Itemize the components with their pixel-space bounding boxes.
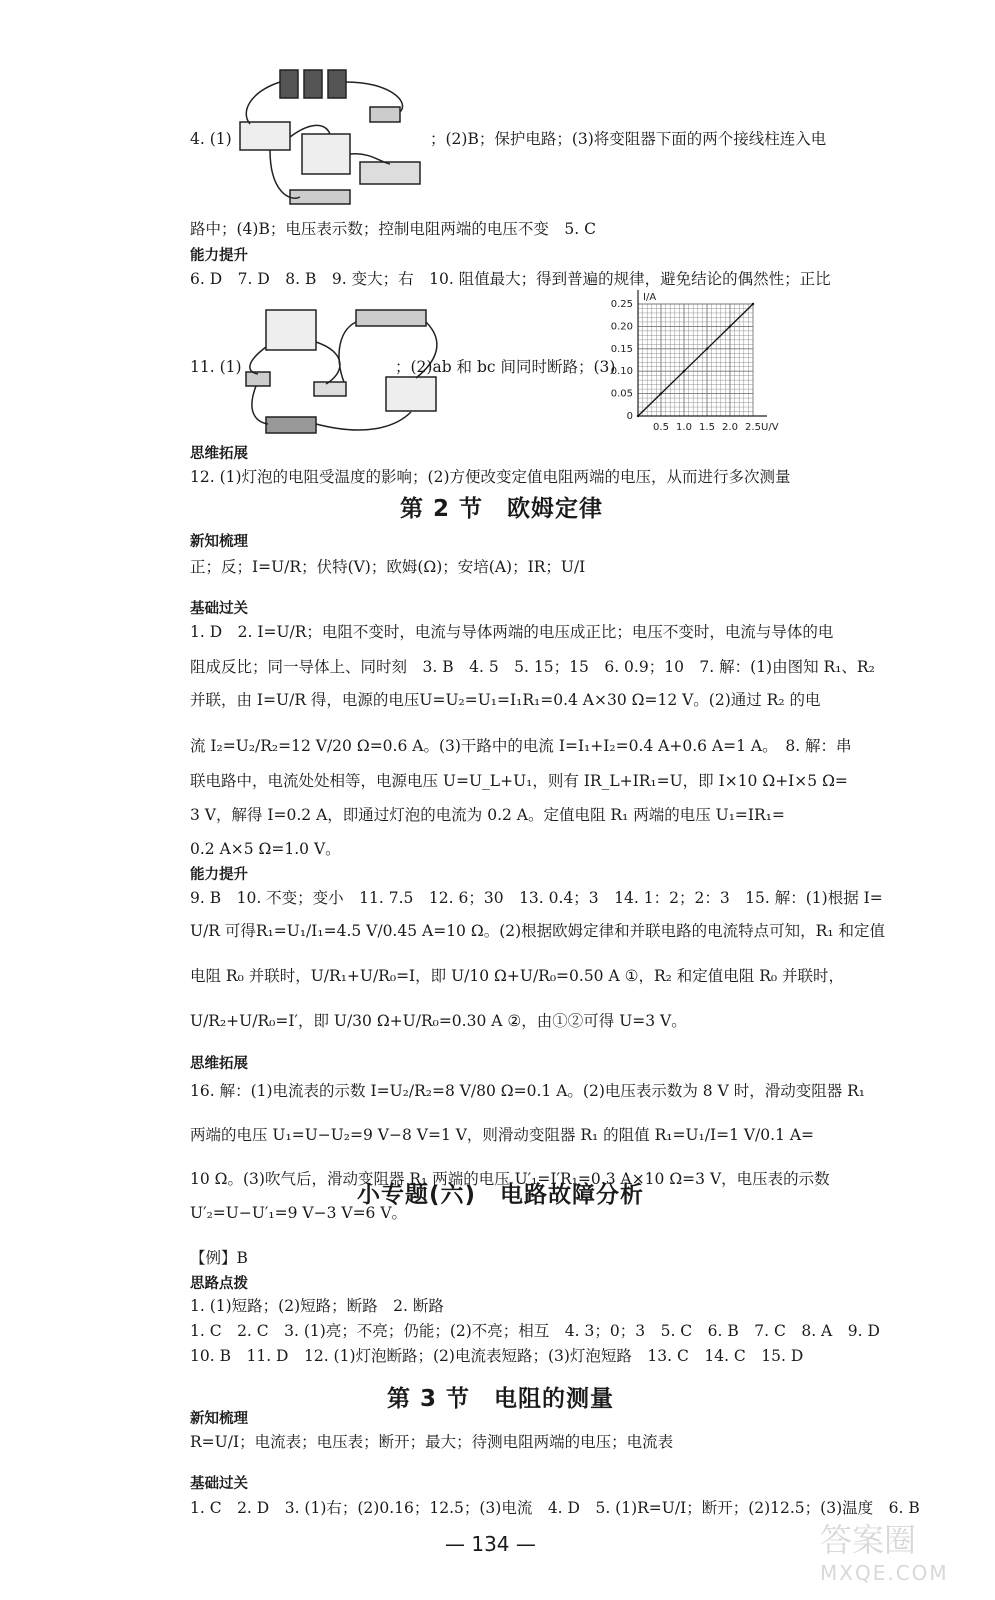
text-line: 6. D 7. D 8. B 9. 变大；右 10. 阻值最大；得到普遍的规律，避免结论的偶然性；正比	[190, 270, 831, 288]
x-tick-label: 1.5	[699, 422, 715, 433]
text-line: 路中；(4)B；电压表示数；控制电阻两端的电压不变 5. C	[190, 220, 596, 238]
data-point	[752, 303, 754, 305]
text-line: 12. (1)灯泡的电阻受温度的影响；(2)方便改变定值电阻两端的电压，从而进行多次测量	[190, 468, 791, 486]
section-heading: 新知梳理	[190, 534, 248, 550]
section-heading: 能力提升	[190, 867, 248, 883]
text-line: 9. B 10. 不变；变小 11. 7.5 12. 6；30 13. 0.4；3 14. 1：2；2：3 15. 解：(1)根据 I=	[190, 889, 883, 907]
data-point	[706, 348, 708, 350]
text-line: 联电路中，电流处处相等，电源电压 U=U_L+U₁，则有 IR_L+IR₁=U，即 I×10 Ω+I×5 Ω=	[190, 772, 848, 790]
section-title: 第 2 节 欧姆定律	[400, 496, 604, 522]
section-heading: 新知梳理	[190, 1411, 248, 1427]
y-tick-label: 0.25	[610, 299, 633, 310]
text-line: 1. (1)短路；(2)短路；断路 2. 断路	[190, 1297, 444, 1315]
y-tick-label: 0	[626, 411, 633, 422]
circuit-diagram-q4	[230, 62, 430, 212]
section-heading: 基础过关	[190, 601, 248, 617]
text-line: 10 Ω。(3)吹气后，滑动变阻器 R₁ 两端的电压 U′₁=I′R₁=0.3 A×10 Ω=3 V，电压表的示数	[190, 1170, 830, 1188]
y-tick-label: 0.20	[610, 321, 633, 333]
text-line: 流 I₂=U₂/R₂=12 V/20 Ω=0.6 A。(3)干路中的电流 I=I₁+I₂=0.4 A+0.6 A=1 A。 8. 解：串	[190, 737, 852, 755]
data-point	[637, 415, 639, 417]
section-title: 第 3 节 电阻的测量	[387, 1386, 615, 1412]
text-line: 16. 解：(1)电流表的示数 I=U₂/R₂=8 V/80 Ω=0.1 A。(2)电压表示数为 8 V 时，滑动变阻器 R₁	[190, 1082, 866, 1100]
x-tick-label: 0.5	[653, 422, 669, 433]
section-heading: 基础过关	[190, 1476, 248, 1492]
text-line: 电阻 R₀ 并联时，U/R₁+U/R₀=I，即 U/10 Ω+U/R₀=0.50 A ①，R₂ 和定值电阻 R₀ 并联时，	[190, 967, 845, 985]
text-line: U′₂=U−U′₁=9 V−3 V=6 V。	[190, 1204, 408, 1222]
x-tick-label: 2.5	[745, 422, 761, 433]
y-tick-label: 0.05	[610, 388, 633, 400]
iu-graph	[605, 290, 790, 440]
watermark-logo: 答案圈 MXQE.COM	[820, 1521, 949, 1585]
section-title: 小专题(六) 电路故障分析	[357, 1182, 645, 1208]
section-heading: 思路点拨	[190, 1276, 248, 1292]
text-line: 3 V，解得 I=0.2 A，即通过灯泡的电流为 0.2 A。定值电阻 R₁ 两端的电压 U₁=IR₁=	[190, 806, 785, 824]
text-line: ；(2)ab 和 bc 间同时断路；(3)	[395, 358, 616, 376]
text-line: U/R₂+U/R₀=I′，即 U/30 Ω+U/R₀=0.30 A ②，由①②可得 U=3 V。	[190, 1012, 687, 1030]
text-line: 正；反；I=U/R；伏特(V)；欧姆(Ω)；安培(A)；IR；U/I	[190, 558, 586, 576]
x-axis-label: U/V	[761, 422, 779, 433]
text-line: R=U/I；电流表；电压表；断开；最大；待测电阻两端的电压；电流表	[190, 1433, 674, 1451]
section-heading: 思维拓展	[190, 446, 248, 462]
text-line: 阻成反比；同一导体上、同时刻 3. B 4. 5 5. 15；15 6. 0.9；10 7. 解：(1)由图知 R₁、R₂	[190, 658, 875, 676]
data-point	[660, 392, 662, 394]
x-tick-label: 1.0	[676, 422, 692, 433]
text-line: 并联，由 I=U/R 得，电源的电压U=U₂=U₁=I₁R₁=0.4 A×30 Ω=12 V。(2)通过 R₂ 的电	[190, 691, 821, 709]
data-point	[729, 325, 731, 327]
text-line: 两端的电压 U₁=U−U₂=9 V−8 V=1 V，则滑动变阻器 R₁ 的阻值 R₁=U₁/I=1 V/0.1 A=	[190, 1126, 815, 1144]
text-line: 0.2 A×5 Ω=1.0 V。	[190, 840, 341, 858]
data-line	[638, 304, 753, 416]
text-line: 1. D 2. I=U/R；电阻不变时，电流与导体两端的电压成正比；电压不变时，电流与导体的电	[190, 623, 834, 641]
page-number: — 134 —	[445, 1532, 536, 1556]
text-line: ；(2)B；保护电路；(3)将变阻器下面的两个接线柱连入电	[430, 130, 827, 148]
y-tick-label: 0.15	[610, 343, 633, 355]
text-line: 【例】B	[190, 1249, 248, 1267]
y-axis-label: I/A	[643, 292, 657, 303]
y-tick-label: 0.10	[610, 366, 633, 378]
text-line: 4. (1)	[190, 130, 232, 148]
text-line: U/R 可得R₁=U₁/I₁=4.5 V/0.45 A=10 Ω。(2)根据欧姆定律和并联电路的电流特点可知，R₁ 和定值	[190, 922, 885, 940]
x-tick-label: 2.0	[722, 422, 738, 433]
section-heading: 思维拓展	[190, 1056, 248, 1072]
text-line: 10. B 11. D 12. (1)灯泡断路；(2)电流表短路；(3)灯泡短路 13. C 14. C 15. D	[190, 1347, 804, 1365]
text-line: 1. C 2. C 3. (1)亮；不亮；仍能；(2)不亮；相互 4. 3；0；3 5. C 6. B 7. C 8. A 9. D	[190, 1322, 880, 1340]
section-heading: 能力提升	[190, 248, 248, 264]
text-line: 11. (1)	[190, 358, 242, 376]
data-point	[683, 370, 685, 372]
text-line: 1. C 2. D 3. (1)右；(2)0.16；12.5；(3)电流 4. D 5. (1)R=U/I；断开；(2)12.5；(3)温度 6. B	[190, 1499, 920, 1517]
